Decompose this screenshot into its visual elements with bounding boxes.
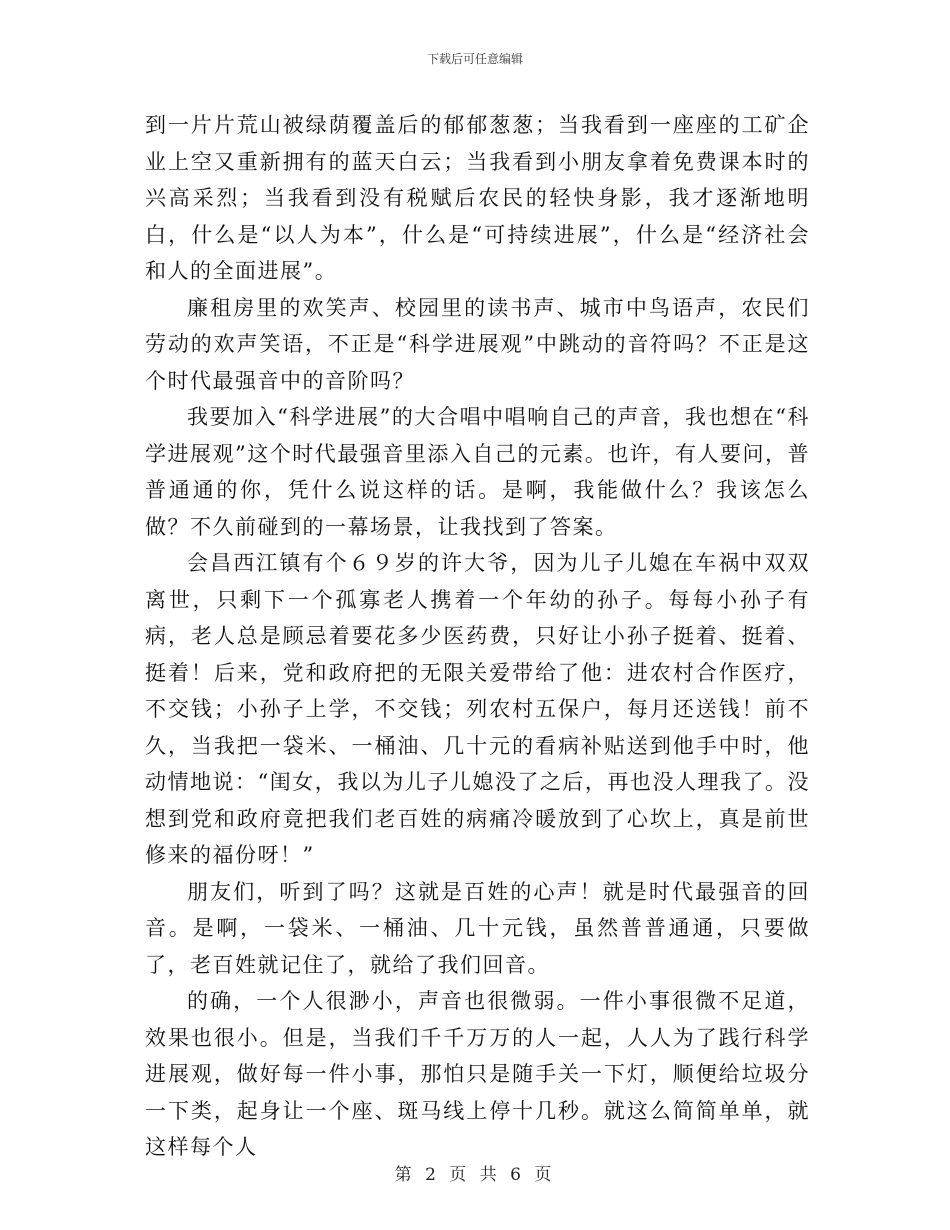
paragraph-6: 的确，一个人很渺小，声音也很微弱。一件小事很微不足道，效果也很小。但是，当我们千千万万的人一起，人人为了践行科学进展观，做好每一件小事，那怕只是随手关一下灯，顺便给垃圾分一下类，起身让一个座、斑马线上停十几秒。就这么简简单单，就这样每个人 (145, 989, 810, 1159)
page-header-note: 下载后可任意编辑 (426, 52, 523, 66)
paragraph-1: 到一片片荒山被绿荫覆盖后的郁郁葱葱；当我看到一座座的工矿企业上空又重新拥有的蓝天白云；当我看到小朋友拿着免费课本时的兴高采烈；当我看到没有税赋后农民的轻快身影，我才逐渐地明白，什么是“以人为本”，什么是“可持续进展”，什么是“经济社会和人的全面进展”。 (145, 113, 810, 283)
page-number: 第 2 页 共 6 页 (394, 1165, 556, 1185)
document-body (145, 107, 810, 1166)
paragraph-2: 廉租房里的欢笑声、校园里的读书声、城市中鸟语声，农民们劳动的欢声笑语，不正是“科学进展观”中跳动的音符吗？不正是这个时代最强音中的音阶吗？ (145, 295, 810, 393)
paragraph-4: 会昌西江镇有个６９岁的许大爷，因为儿子儿媳在车祸中双双离世，只剩下一个孤寡老人携着一个年幼的孙子。每每小孙子有病，老人总是顾忌着要花多少医药费，只好让小孙子挺着、挺着、挺着！后来，党和政府把的无限关爱带给了他：进农村合作医疗，不交钱；小孙子上学，不交钱；列农村五保户，每月还送钱！前不久，当我把一袋米、一桶油、几十元的看病补贴送到他手中时，他动情地说：“闺女，我以为儿子儿媳没了之后，再也没人理我了。没想到党和政府竟把我们老百姓的病痛冷暖放到了心坎上，真是前世修来的福份呀！” (145, 551, 810, 867)
paragraph-3: 我要加入“科学进展”的大合唱中唱响自己的声音，我也想在“科学进展观”这个时代最强音里添入自己的元素。也许，有人要问，普普通通的你，凭什么说这样的话。是啊，我能做什么？我该怎么做？不久前碰到的一幕场景，让我找到了答案。 (145, 405, 810, 539)
paragraph-5: 朋友们，听到了吗？这就是百姓的心声！就是时代最强音的回音。是啊，一袋米、一桶油、几十元钱，虽然普普通通，只要做了，老百姓就记住了，就给了我们回音。 (145, 879, 810, 977)
